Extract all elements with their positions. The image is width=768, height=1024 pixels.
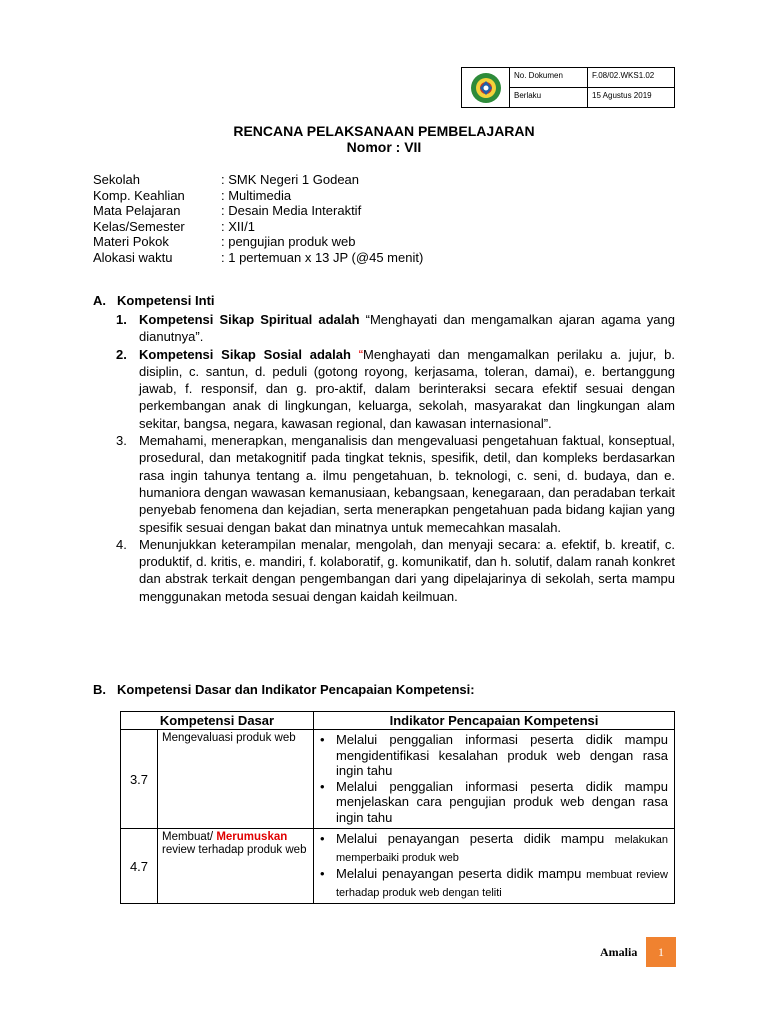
core-competence-list bbox=[116, 311, 675, 605]
competence-table bbox=[120, 711, 675, 904]
list-number: 3. bbox=[116, 433, 127, 449]
meta-row bbox=[93, 172, 423, 188]
meta-value: : Desain Media Interaktif bbox=[221, 203, 362, 218]
meta-label: Kelas/Semester bbox=[93, 218, 185, 234]
indicator-small-text: melakukan memperbaiki produk web bbox=[336, 834, 668, 864]
section-title: Kompetensi Dasar dan Indikator Pencapaian Kompetensi: bbox=[117, 682, 475, 697]
indicator-text: Melalui penayangan peserta didik mampu bbox=[336, 866, 587, 881]
indicator-small-text: membuat review terhadap produk web dengan teliti bbox=[336, 869, 668, 899]
item-bold-label: Kompetensi Sikap Sosial adalah bbox=[139, 346, 351, 362]
section-letter: B. bbox=[93, 682, 106, 697]
header-kd: Kompetensi Dasar bbox=[121, 712, 314, 730]
indicator-text: Melalui penayangan peserta didik mampu bbox=[336, 831, 615, 846]
page-subtitle: Nomor : VII bbox=[346, 139, 422, 155]
list-number: 4. bbox=[116, 536, 127, 552]
meta-label: Materi Pokok bbox=[93, 234, 169, 249]
document-info-box bbox=[461, 67, 675, 108]
kd-text bbox=[158, 829, 314, 904]
meta-label: Komp. Keahlian bbox=[93, 187, 185, 203]
meta-value: : SMK Negeri 1 Godean bbox=[221, 172, 360, 187]
meta-row bbox=[93, 203, 423, 219]
lesson-meta bbox=[93, 172, 423, 265]
header-indicator: Indikator Pencapaian Kompetensi bbox=[314, 712, 675, 730]
school-emblem-icon bbox=[469, 71, 503, 105]
meta-value: : XII/1 bbox=[221, 218, 255, 234]
indicator-item: • Melalui penggalian informasi peserta didik mampu mengidentifikasi kesalahan produk web dengan rasa ingin tahu bbox=[320, 732, 668, 778]
list-number: 2. bbox=[116, 346, 127, 362]
item-red-quote: “ bbox=[350, 346, 364, 362]
section-letter: A. bbox=[93, 293, 106, 308]
list-number: 1. bbox=[116, 312, 127, 327]
kd-number: 3.7 bbox=[121, 730, 158, 829]
meta-label: Mata Pelajaran bbox=[93, 203, 181, 218]
list-item bbox=[116, 432, 675, 536]
list-item bbox=[116, 346, 675, 432]
doc-number-value: F.08/02.WKS1.02 bbox=[588, 68, 674, 88]
indicator-item: • Melalui penayangan peserta didik mampu membuat review terhadap produk web dengan teliti bbox=[320, 866, 668, 899]
indicator-text: Melalui penggalian informasi peserta didik mampu mengidentifikasi kesalahan produk web dengan rasa ingin tahu bbox=[336, 732, 668, 778]
table-row bbox=[121, 829, 675, 904]
meta-value: : 1 pertemuan x 13 JP (@45 menit) bbox=[221, 249, 424, 265]
page-title: RENCANA PELAKSANAAN PEMBELAJARAN bbox=[233, 123, 535, 139]
school-logo bbox=[462, 68, 510, 107]
kd-prefix: Membuat/ bbox=[162, 831, 217, 843]
indicator-item: • Melalui penggalian informasi peserta didik mampu menjelaskan cara pengujian produk web dengan rasa ingin tahu bbox=[320, 778, 668, 825]
indicator-item: • Melalui penayangan peserta didik mampu melakukan memperbaiki produk web bbox=[320, 831, 668, 864]
meta-label: Sekolah bbox=[93, 172, 140, 187]
valid-date-label: Berlaku bbox=[510, 88, 588, 108]
meta-row bbox=[93, 188, 423, 204]
indicator-cell bbox=[314, 730, 675, 829]
section-title: Kompetensi Inti bbox=[117, 293, 215, 308]
meta-row bbox=[93, 234, 423, 250]
meta-label: Alokasi waktu bbox=[93, 249, 173, 265]
list-item bbox=[116, 311, 675, 346]
kd-number: 4.7 bbox=[121, 829, 158, 904]
meta-row bbox=[93, 250, 423, 266]
kd-suffix: review terhadap produk web bbox=[162, 844, 307, 856]
meta-value: : pengujian produk web bbox=[221, 234, 356, 249]
kd-text: Mengevaluasi produk web bbox=[158, 730, 314, 829]
doc-number-label: No. Dokumen bbox=[510, 68, 588, 88]
table-header-row bbox=[121, 712, 675, 730]
section-b-heading bbox=[93, 682, 475, 697]
list-item bbox=[116, 536, 675, 605]
meta-value: : Multimedia bbox=[221, 187, 292, 203]
meta-row bbox=[93, 219, 423, 235]
footer-author: Amalia bbox=[600, 945, 638, 959]
item-text: Memahami, menerapkan, menganalisis dan mengevaluasi pengetahuan faktual, konseptual, prosedural, dan metakognitif pada tingkat teknis, spesifik, detil, dan kompleks berdasarkan rasa ingin tahunya tentang a. ilmu pengetahuan, b. teknologi, c. seni, d. budaya, dan e. humaniora dengan wawasan kemanusiaan, kebangsaan, kenegaraan, dan peradaban terkait penyebab fenomena dan kejadian, serta menerapkan pengetahuan pada bidang kajian yang spesifik sesuai dengan bakat dan minatnya untuk memecahkan masalah. bbox=[139, 433, 675, 535]
item-text: “Menghayati dan mengamalkan ajaran agama yang dianutnya”. bbox=[139, 312, 675, 345]
item-bold-label: Kompetensi Sikap Spiritual adalah bbox=[139, 312, 360, 327]
item-text: Menunjukkan keterampilan menalar, mengolah, dan menyaji secara: a. efektif, b. kreatif, c. produktif, d. kritis, e. mandiri, f. kolaboratif, g. komunikatif, dan h. solutif, dalam ranah konkret dan abstrak terkait dengan pengembangan dari yang dipelajarinya di sekolah, serta mampu menggunakan metoda sesuai dengan kaidah keilmuan. bbox=[139, 536, 675, 604]
valid-date-value: 15 Agustus 2019 bbox=[592, 90, 652, 100]
kd-red-word: Merumuskan bbox=[216, 831, 288, 843]
section-a-heading bbox=[93, 293, 215, 308]
indicator-text: Melalui penggalian informasi peserta didik mampu menjelaskan cara pengujian produk web dengan rasa ingin tahu bbox=[336, 778, 668, 825]
page-number-badge: 1 bbox=[646, 937, 676, 967]
indicator-cell bbox=[314, 829, 675, 904]
table-row bbox=[121, 730, 675, 829]
item-text: Menghayati dan mengamalkan perilaku a. jujur, b. disiplin, c. santun, d. peduli (gotong royong, kerjasama, toleran, damai), e. bertanggung jawab, f. responsif, dan g. pro-aktif, dalam berinteraksi secara efektif sesuai dengan perkembangan anak di lingkungan, keluarga, sekolah, masyarakat dan lingkungan alam sekitar, bangsa, negara, kawasan regional, dan kawasan internasional”. bbox=[139, 346, 675, 431]
